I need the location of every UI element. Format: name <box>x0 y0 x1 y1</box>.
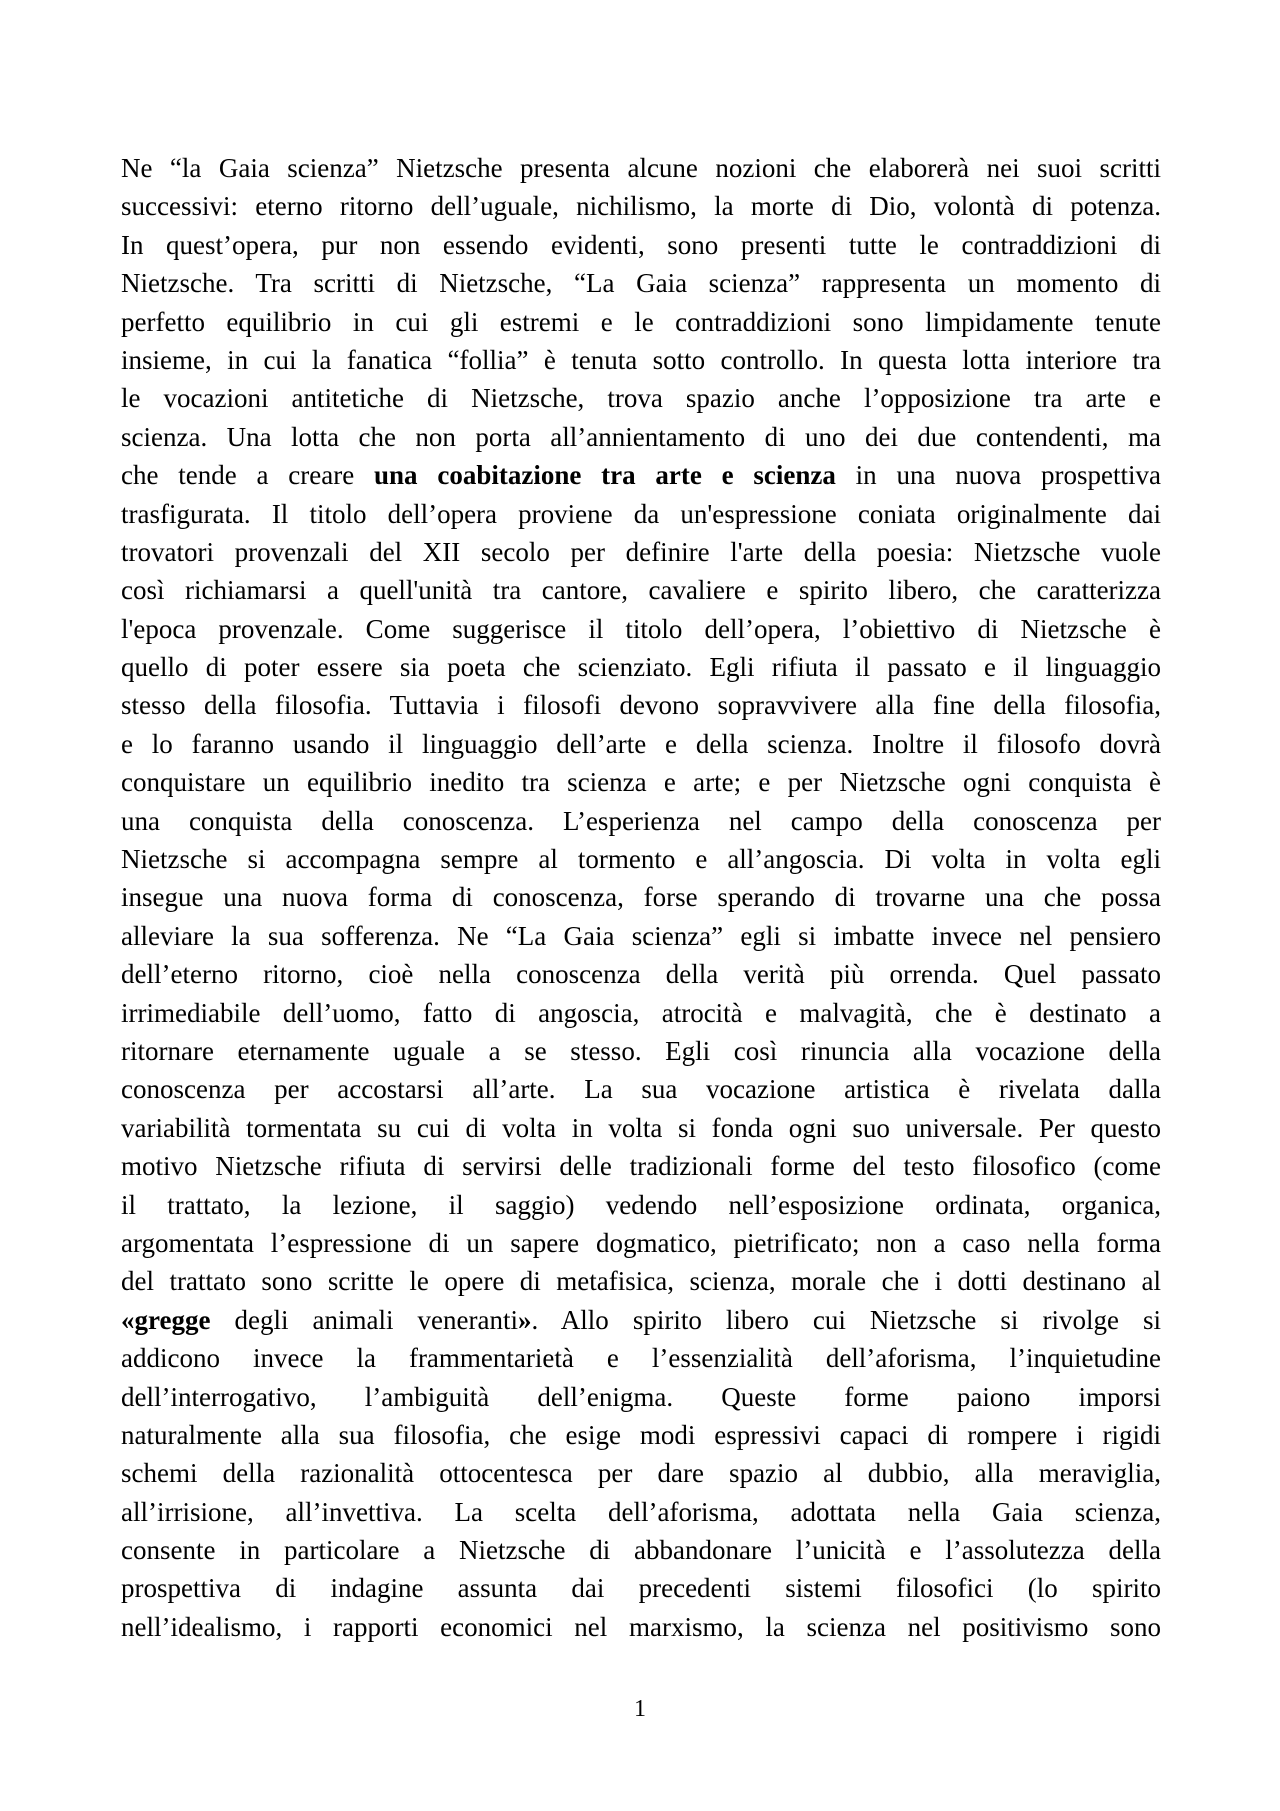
text-segment: conquistare un equilibrio inedito tra scienza e arte; e per Nietzsche ogni conquista è <box>121 767 1161 798</box>
text-line <box>121 1262 1161 1300</box>
page-number: 1 <box>634 1696 646 1722</box>
text-segment: perfetto equilibrio in cui gli estremi e le contraddizioni sono limpidamente tenute <box>121 306 1161 337</box>
text-segment: . Allo spirito libero cui Nietzsche si rivolge si <box>531 1304 1161 1335</box>
text-line <box>121 648 1161 686</box>
text-line <box>121 1531 1161 1569</box>
text-line <box>121 917 1161 955</box>
text-segment: del trattato sono scritte le opere di metafisica, scienza, morale che i dotti destinano al <box>121 1266 1161 1297</box>
text-line <box>121 264 1161 302</box>
text-line <box>121 1493 1161 1531</box>
text-line <box>121 994 1161 1032</box>
text-segment: Ne “la Gaia scienza” Nietzsche presenta alcune nozioni che elaborerà nei suoi scritti <box>121 153 1161 183</box>
text-segment: insieme, in cui la fanatica “follia” è tenuta sotto controllo. In questa lotta interiore tra <box>121 344 1161 375</box>
text-line <box>121 495 1161 533</box>
text-segment: successivi: eterno ritorno dell’uguale, nichilismo, la morte di Dio, volontà di potenza. <box>121 191 1161 222</box>
text-segment: In quest’opera, pur non essendo evidenti, sono presenti tutte le contraddizioni di <box>121 229 1161 260</box>
text-line <box>121 802 1161 840</box>
text-line <box>121 763 1161 801</box>
text-line <box>121 1378 1161 1416</box>
text-segment: una conquista della conoscenza. L’esperienza nel campo della conoscenza per <box>121 805 1161 836</box>
text-segment: alleviare la sua sofferenza. Ne “La Gaia scienza” egli si imbatte invece nel pensiero <box>121 920 1161 951</box>
text-segment: così richiamarsi a quell'unità tra cantore, cavaliere e spirito libero, che caratterizza <box>121 575 1161 606</box>
text-line <box>121 226 1161 264</box>
text-segment: quello di poter essere sia poeta che scienziato. Egli rifiuta il passato e il linguaggio <box>121 652 1161 683</box>
text-segment: il trattato, la lezione, il saggio) vedendo nell’esposizione ordinata, organica, <box>121 1189 1161 1220</box>
text-segment: stesso della filosofia. Tuttavia i filosofi devono sopravvivere alla fine della filosofia, <box>121 690 1161 721</box>
text-line <box>121 1301 1161 1339</box>
text-segment: degli animali veneranti <box>210 1304 518 1335</box>
text-line <box>121 1186 1161 1224</box>
text-segment: naturalmente alla sua filosofia, che esige modi espressivi capaci di rompere i rigidi <box>121 1419 1161 1450</box>
text-segment: e lo faranno usando il linguaggio dell’arte e della scienza. Inoltre il filosofo dovrà <box>121 728 1161 759</box>
text-line <box>121 456 1161 494</box>
text-segment: prospettiva di indagine assunta dai precedenti sistemi filosofici (lo spirito <box>121 1573 1161 1604</box>
text-segment: all’irrisione, all’invettiva. La scelta dell’aforisma, adottata nella Gaia scienza, <box>121 1496 1161 1527</box>
bold-text-segment: «gregge <box>121 1304 211 1335</box>
text-line <box>121 686 1161 724</box>
text-line <box>121 840 1161 878</box>
text-line <box>121 149 1161 187</box>
text-line <box>121 725 1161 763</box>
text-segment: addicono invece la frammentarietà e l’essenzialità dell’aforisma, l’inquietudine <box>121 1343 1161 1374</box>
text-line <box>121 1608 1161 1646</box>
text-segment: Nietzsche. Tra scritti di Nietzsche, “La Gaia scienza” rappresenta un momento di <box>121 268 1161 299</box>
text-segment: l'epoca provenzale. Come suggerisce il titolo dell’opera, l’obiettivo di Nietzsche è <box>121 613 1161 644</box>
text-line <box>121 1109 1161 1147</box>
text-segment: insegue una nuova forma di conoscenza, forse sperando di trovarne una che possa <box>121 882 1161 913</box>
text-segment: schemi della razionalità ottocentesca per dare spazio al dubbio, alla meraviglia, <box>121 1458 1161 1489</box>
body-paragraph <box>121 149 1161 1646</box>
text-segment: conoscenza per accostarsi all’arte. La sua vocazione artistica è rivelata dalla <box>121 1074 1161 1105</box>
text-segment: variabilità tormentata su cui di volta in volta si fonda ogni suo universale. Per questo <box>121 1112 1161 1143</box>
text-segment: in una nuova prospettiva <box>835 460 1161 491</box>
text-line <box>121 187 1161 225</box>
text-segment: irrimediabile dell’uomo, fatto di angoscia, atrocità e malvagità, che è destinato a <box>121 997 1161 1028</box>
text-segment: le vocazioni antitetiche di Nietzsche, trova spazio anche l’opposizione tra arte e <box>121 383 1161 414</box>
text-line <box>121 1339 1161 1377</box>
text-segment: trasfigurata. Il titolo dell’opera proviene da un'espressione coniata originalmente dai <box>121 498 1161 529</box>
text-line <box>121 955 1161 993</box>
text-line <box>121 379 1161 417</box>
text-line <box>121 878 1161 916</box>
bold-text-segment: » <box>518 1304 532 1335</box>
text-line <box>121 1569 1161 1607</box>
text-segment: motivo Nietzsche rifiuta di servirsi delle tradizionali forme del testo filosofico (come <box>121 1151 1161 1182</box>
text-line <box>121 1454 1161 1492</box>
text-segment: dell’interrogativo, l’ambiguità dell’enigma. Queste forme paiono imporsi <box>121 1381 1161 1412</box>
text-line <box>121 418 1161 456</box>
text-line <box>121 1070 1161 1108</box>
text-segment: ritornare eternamente uguale a se stesso. Egli così rinuncia alla vocazione della <box>121 1035 1161 1066</box>
bold-text-segment: una coabitazione tra arte e scienza <box>374 460 836 491</box>
text-segment: scienza. Una lotta che non porta all’annientamento di uno dei due contendenti, ma <box>121 421 1161 452</box>
text-segment: Nietzsche si accompagna sempre al tormento e all’angoscia. Di volta in volta egli <box>121 844 1161 875</box>
text-segment: nell’idealismo, i rapporti economici nel marxismo, la scienza nel positivismo sono <box>121 1611 1161 1642</box>
text-segment: dell’eterno ritorno, cioè nella conoscenza della verità più orrenda. Quel passato <box>121 959 1161 990</box>
text-line <box>121 1147 1161 1185</box>
text-line <box>121 1224 1161 1262</box>
text-segment: che tende a creare <box>121 460 375 491</box>
text-line <box>121 1032 1161 1070</box>
text-segment: trovatori provenzali del XII secolo per definire l'arte della poesia: Nietzsche vuole <box>121 536 1161 567</box>
text-line <box>121 610 1161 648</box>
text-segment: consente in particolare a Nietzsche di abbandonare l’unicità e l’assolutezza della <box>121 1535 1161 1566</box>
text-line <box>121 1416 1161 1454</box>
text-line <box>121 303 1161 341</box>
text-line <box>121 341 1161 379</box>
text-segment: argomentata l’espressione di un sapere dogmatico, pietrificato; non a caso nella forma <box>121 1227 1161 1258</box>
text-line <box>121 571 1161 609</box>
text-line <box>121 533 1161 571</box>
